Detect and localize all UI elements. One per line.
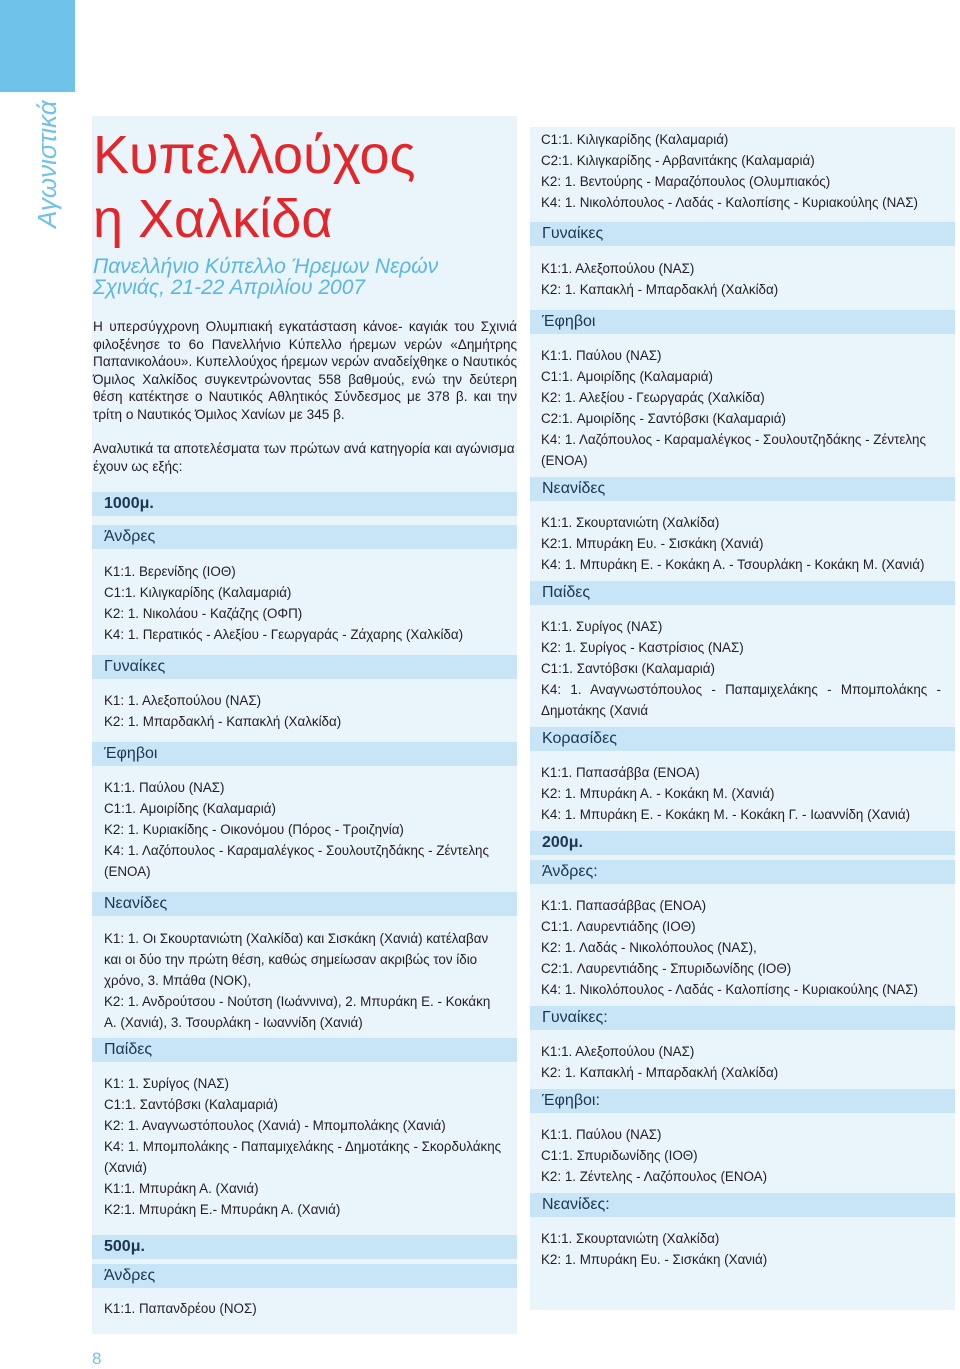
paides-k4-paragraph: Κ4: 1. Αναγνωστόπουλος - Παπαμιχελάκης - Μπομπολάκης - Δημοτάκης (Χανιά (541, 682, 941, 718)
result-line: (ΕΝΟΑ) (104, 864, 151, 879)
result-line: Κ1:1. Αλεξοπούλου (ΝΑΣ) (541, 1044, 695, 1059)
result-line: C1:1. Σπυριδωνίδης (ΙΟΘ) (541, 1148, 698, 1163)
result-line: Κ2: 1. Ζέντελης - Λαζόπουλος (ΕΝΟΑ) (541, 1169, 768, 1184)
result-line: Κ4: 1. Μπυράκη Ε. - Κοκάκη Μ. - Κοκάκη Γ. - Ιωαννίδη (Χανιά) (541, 807, 911, 822)
page-number: 8 (92, 1349, 102, 1368)
result-line: Κ4: 1. Λαζόπουλος - Καραμαλέγκος - Σουλουτζηδάκης - Ζέντελης (104, 843, 489, 858)
heading-andres: Άνδρες (92, 525, 517, 549)
heading-andres-200: Άνδρες: (530, 860, 955, 884)
heading-paides: Παίδες (92, 1038, 517, 1062)
result-line: Κ1:1. Παύλου (ΝΑΣ) (104, 780, 225, 795)
result-line: Κ2: 1. Βεντούρης - Μαραζόπουλος (Ολυμπιακός) (541, 174, 831, 189)
result-line: Κ1:1. Σκουρτανιώτη (Χαλκίδα) (541, 515, 720, 530)
result-line: Κ2:1. Μπυράκη Ε.- Μπυράκη Α. (Χανιά) (104, 1202, 341, 1217)
result-line: C2:1. Λαυρεντιάδης - Σπυριδωνίδης (ΙΟΘ) (541, 961, 792, 976)
result-line: C1:1. Κιλιγκαρίδης (Καλαμαριά) (541, 132, 729, 147)
result-line: Κ4: 1. Μπομπολάκης - Παπαμιχελάκης - Δημοτάκης - Σκορδυλάκης (104, 1139, 502, 1154)
result-line: Κ2: 1. Καπακλή - Μπαρδακλή (Χαλκίδα) (541, 1065, 779, 1080)
heading-neanides-200: Νεανίδες: (530, 1193, 955, 1217)
result-line: Κ1: 1. Συρίγος (ΝΑΣ) (104, 1076, 230, 1091)
result-line: (ΕΝΟΑ) (541, 453, 588, 468)
result-line: Κ1:1. Παπασάββα (ΕΝΟΑ) (541, 765, 700, 780)
heading-efivoi-200: Έφηβοι: (530, 1089, 955, 1113)
result-line: Κ1:1. Συρίγος (ΝΑΣ) (541, 619, 663, 634)
result-line: Κ2: 1. Καπακλή - Μπαρδακλή (Χαλκίδα) (541, 282, 779, 297)
heading-neanides: Νεανίδες (530, 477, 955, 501)
section-label: Αγωνιστικά (32, 100, 62, 228)
result-line: Κ1:1. Παπασάββας (ΕΝΟΑ) (541, 898, 707, 913)
intro-results-note: Αναλυτικά τα αποτελέσματα των πρώτων ανά κατηγορία και αγώνισμα έχουν ως εξής: (93, 441, 515, 474)
result-line: Κ4: 1. Μπυράκη Ε. - Κοκάκη Α. - Τσουρλάκη - Κοκάκη Μ. (Χανιά) (541, 557, 925, 572)
heading-korasides: Κορασίδες (530, 727, 955, 751)
result-line: Κ4: 1. Λαζόπουλος - Καραμαλέγκος - Σουλουτζηδάκης - Ζέντελης (541, 432, 926, 447)
page-title: Κυπελλούχος η Χαλκίδα (93, 125, 416, 249)
heading-500m: 500μ. (92, 1235, 517, 1259)
result-line: C1:1. Λαυρεντιάδης (ΙΟΘ) (541, 919, 696, 934)
result-line: Κ1:1. Μπυράκη Α. (Χανιά) (104, 1181, 259, 1196)
result-line: C1:1. Αμοιρίδης (Καλαμαριά) (541, 369, 713, 384)
result-line: Κ2: 1. Νικολάου - Καζάζης (ΟΦΠ) (104, 606, 303, 621)
neanides-k1-paragraph: Κ1: 1. Οι Σκουρτανιώτη (Χαλκίδα) και Σισκάκη (Χανιά) κατέλαβαν και οι δύο την πρώτη θέση, καθώς σημείωσαν ακριβώς τον ίδιο χρόνο, 3. Μπάθα (ΝΟΚ), (104, 931, 489, 988)
result-line: (Χανιά) (104, 1160, 148, 1175)
heading-gynaikes: Γυναίκες (530, 222, 955, 246)
result-line: Κ2:1. Μπυράκη Ευ. - Σισκάκη (Χανιά) (541, 536, 764, 551)
heading-andres-500: Άνδρες (92, 1264, 517, 1288)
heading-gynaikes-200: Γυναίκες: (530, 1006, 955, 1030)
result-line: Κ1:1. Αλεξοπούλου (ΝΑΣ) (541, 261, 695, 276)
result-line: Κ1:1. Παπανδρέου (ΝΟΣ) (104, 1301, 257, 1316)
result-line: C1:1. Σαντόβσκι (Καλαμαριά) (541, 661, 715, 676)
result-line: Κ4: 1. Περατικός - Αλεξίου - Γεωργαράς - Ζάχαρης (Χαλκίδα) (104, 627, 464, 642)
result-line: Κ4: 1. Νικολόπουλος - Λαδάς - Καλοπίσης - Κυριακούλης (ΝΑΣ) (541, 195, 918, 210)
result-line: Κ1:1. Βερενίδης (ΙΟΘ) (104, 564, 236, 579)
heading-efivoi: Έφηβοι (92, 742, 517, 766)
corner-color-block (0, 0, 75, 92)
heading-gynaikes: Γυναίκες (92, 655, 517, 679)
heading-200m: 200μ. (530, 831, 955, 855)
heading-1000m: 1000μ. (92, 492, 517, 516)
result-line: Κ1:1. Παύλου (ΝΑΣ) (541, 1127, 662, 1142)
page-subtitle: Πανελλήνιο Κύπελλο Ήρεμων Νερών Σχινιάς, 21-22 Απριλίου 2007 (93, 255, 439, 299)
result-line: C1:1. Σαντόβσκι (Καλαμαριά) (104, 1097, 278, 1112)
result-line: Κ2: 1. Κυριακίδης - Οικονόμου (Πόρος - Τροιζηνία) (104, 822, 404, 837)
result-line: Κ2: 1. Λαδάς - Νικολόπουλος (ΝΑΣ), (541, 940, 757, 955)
result-line: C2:1. Κιλιγκαρίδης - Αρβανιτάκης (Καλαμαριά) (541, 153, 815, 168)
result-line: Κ2: 1. Συρίγος - Καστρίσιος (ΝΑΣ) (541, 640, 744, 655)
heading-efivoi: Έφηβοι (530, 310, 955, 334)
result-line: Κ2: 1. Αναγνωστόπουλος (Χανιά) - Μπομπολάκης (Χανιά) (104, 1118, 446, 1133)
result-line: C1:1. Κιλιγκαρίδης (Καλαμαριά) (104, 585, 292, 600)
neanides-k2-paragraph: Κ2: 1. Ανδρούτσου - Νούτση (Ιωάννινα), 2. Μπυράκη Ε. - Κοκάκη Α. (Χανιά), 3. Τσουρλάκη - Ιωαννίδη (Χανιά) (104, 994, 491, 1030)
result-line: C2:1. Αμοιρίδης - Σαντόβσκι (Καλαμαριά) (541, 411, 786, 426)
result-line: Κ1: 1. Αλεξοπούλου (ΝΑΣ) (104, 693, 262, 708)
result-line: Κ2: 1. Μπαρδακλή - Καπακλή (Χαλκίδα) (104, 714, 342, 729)
heading-neanides: Νεανίδες (92, 892, 517, 916)
result-line: Κ1:1. Παύλου (ΝΑΣ) (541, 348, 662, 363)
intro-paragraph: Η υπερσύγχρονη Ολυμπιακή εγκατάσταση κάνοε- καγιάκ του Σχινιά φιλοξένησε το 6ο Πανελλήνιο Κύπελλο ήρεμων νερών «Δημήτρης Παπανικολάου». Κυπελλούχος ήρεμων νερών αναδείχθηκε ο Ναυτικός Όμιλος Χαλκίδος συγκεντρώνοντας 558 βαθμούς, ενώ την δεύτερη θέση κατέκτησε ο Ναυτικός Αθλητικός Σύνδεσμος με 378 β. και την τρίτη ο Ναυτικός Όμιλος Χανίων με 345 β. (93, 319, 517, 422)
result-line: C1:1. Αμοιρίδης (Καλαμαριά) (104, 801, 276, 816)
heading-paides: Παίδες (530, 581, 955, 605)
result-line: Κ2: 1. Μπυράκη Ευ. - Σισκάκη (Χανιά) (541, 1252, 768, 1267)
result-line: Κ1:1. Σκουρτανιώτη (Χαλκίδα) (541, 1231, 720, 1246)
result-line: Κ4: 1. Νικολόπουλος - Λαδάς - Καλοπίσης - Κυριακούλης (ΝΑΣ) (541, 982, 918, 997)
result-line: Κ2: 1. Αλεξίου - Γεωργαράς (Χαλκίδα) (541, 390, 765, 405)
result-line: Κ2: 1. Μπυράκη Α. - Κοκάκη Μ. (Χανιά) (541, 786, 775, 801)
